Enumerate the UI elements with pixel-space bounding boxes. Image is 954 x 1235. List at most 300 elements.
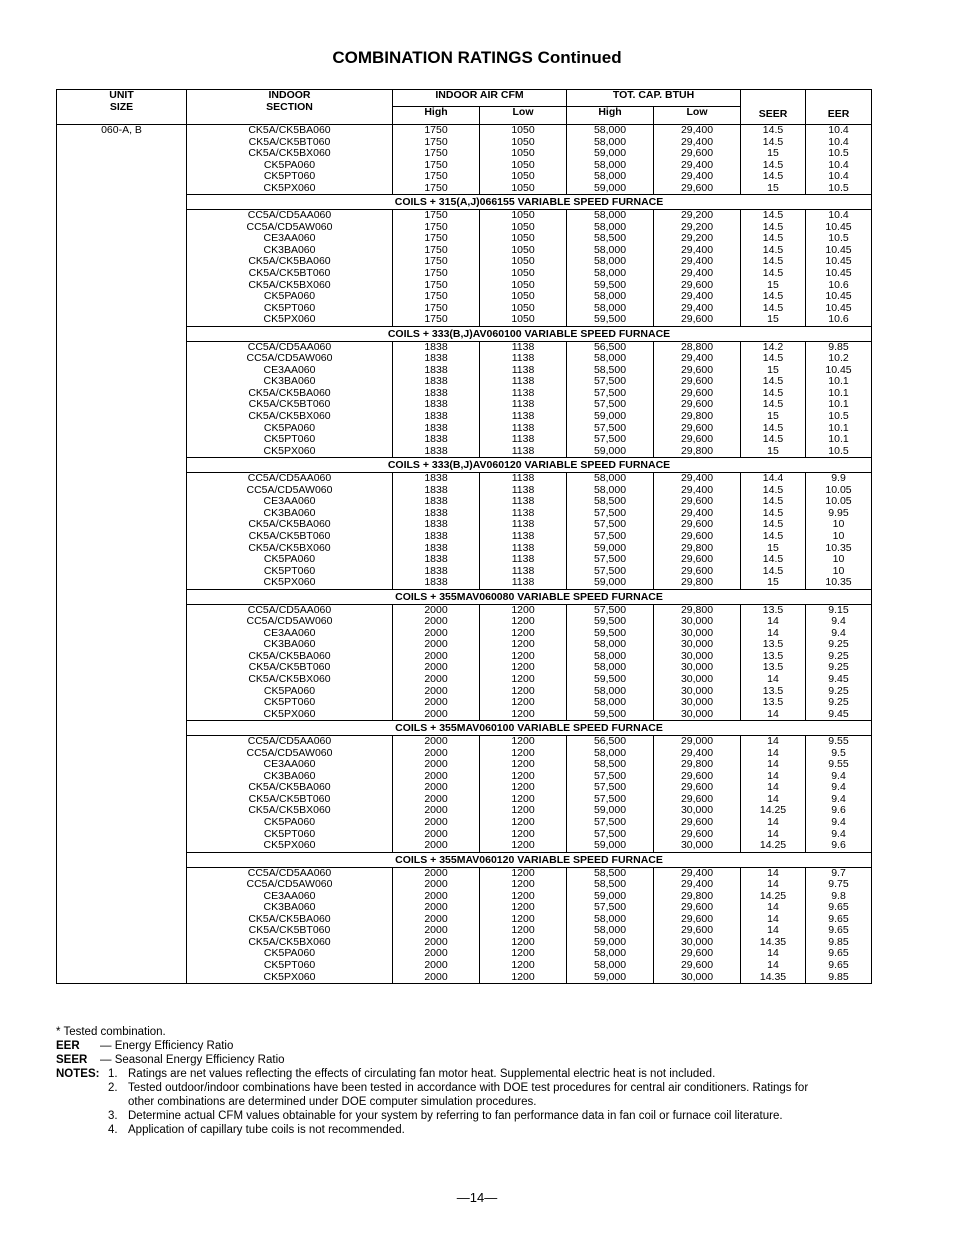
tested-combination-note: * Tested combination. [56,1026,166,1038]
note-item [56,1067,886,1081]
table-cell-value: 58,000 [593,158,627,171]
table-cell-value: 58,000 [593,124,627,136]
cfm-high-cell [393,473,480,589]
table-cell-value: 10.45 [825,220,852,233]
table-cell-value: 58,000 [593,243,627,256]
table-cell-value: 10.4 [828,158,849,171]
table-cell-value: 58,000 [593,959,627,971]
table-cell-value: 1838 [424,506,448,519]
table-cell-value: 14.5 [762,290,784,303]
table-cell-value: 2000 [424,901,448,914]
unit-size-cell: 060-A, B [57,125,187,984]
table-cell-value: 9.65 [828,959,849,971]
table-cell-value: CK3BA060 [263,243,316,256]
seer-cell [741,604,806,720]
table-cell-value: 29,600 [680,959,714,971]
table-cell-value: 2000 [424,735,448,748]
table-cell-value: 9.55 [828,758,849,771]
table-cell-value: 2000 [424,867,448,879]
table-cell-value: 9.85 [828,970,849,983]
btuh-high-cell [567,210,654,326]
table-cell-value: CC5A/CD5AW060 [246,615,333,628]
notes-label: NOTES: [56,1068,100,1080]
table-cell-value: 15 [767,313,779,326]
table-cell-value: 29,800 [680,889,714,902]
table-cell-value: 2000 [424,638,448,651]
table-cell-value: 15 [767,363,779,376]
table-cell-value: 58,000 [593,684,627,697]
table-cell-value: CK5PA060 [263,553,316,566]
table-cell-value: 2000 [424,615,448,628]
btuh-high-cell [567,867,654,983]
table-cell-value: 2000 [424,912,448,925]
eer-cell [806,341,872,457]
table-cell-value: 29,600 [680,181,714,194]
cfm-high-cell [393,341,480,457]
table-cell-value: 57,500 [593,901,627,914]
table-cell-value: CK5A/CK5BA060 [248,124,331,136]
table-cell-value: 9.25 [828,684,849,697]
table-cell-value: 1138 [511,433,535,446]
table-cell-value: 56,500 [593,735,627,748]
table-cell-value: 29,400 [680,135,714,148]
table-cell-value: 14.5 [762,518,784,531]
table-cell-value: CK3BA060 [263,769,316,782]
header-unit-size-line2: SIZE [109,100,134,113]
table-cell-value: CK5A/CK5BX060 [248,410,331,423]
table-cell-value: 1838 [424,363,448,376]
table-cell-value: 15 [767,541,779,554]
table-cell-value: 14.5 [762,267,784,280]
table-cell-value: 1138 [511,472,535,485]
table-cell-value: CK5PT060 [263,959,316,971]
table-cell-value: 59,000 [593,181,627,194]
table-cell-value: CC5A/CD5AA060 [247,472,332,485]
note-item [56,1109,886,1123]
table-cell-value: 59,000 [593,839,627,852]
table-cell-value: 14 [767,615,779,628]
table-cell-value: 29,800 [680,410,714,423]
table-cell-value: 2000 [424,935,448,948]
note-number: 1. [108,1068,118,1080]
table-cell-value: 59,000 [593,889,627,902]
eer-cell [806,125,872,195]
table-cell-value: CE3AA060 [263,889,316,902]
indoor-section-cell [187,736,393,852]
table-cell-value: CE3AA060 [263,626,316,639]
header-unit-size [57,90,187,125]
table-cell-value: 14.5 [762,506,784,519]
table-cell-value: 59,500 [593,615,627,628]
table-cell-value: 14 [767,912,779,925]
section-heading: COILS + 355MAV060100 VARIABLE SPEED FURNACE [187,721,872,736]
table-cell-value: 9.45 [828,707,849,720]
table-cell-value: 1200 [511,604,535,616]
table-cell-value: 57,500 [593,769,627,782]
table-cell-value: CK5PT060 [263,564,316,577]
table-cell-value: 30,000 [680,970,714,983]
table-cell-value: 14.25 [759,804,787,817]
table-cell-value: 1200 [511,735,535,748]
table-cell-value: 1750 [424,232,448,245]
cfm-low-cell [480,210,567,326]
table-cell-value: 1138 [511,363,535,376]
table-cell-value: 1200 [511,746,535,759]
table-cell-value: 1050 [511,290,535,303]
table-cell-value: CK5PA060 [263,290,316,303]
table-cell-value: 29,600 [680,769,714,782]
table-cell-value: 58,000 [593,209,627,222]
table-cell-value: 10.4 [828,135,849,148]
table-cell-value: 29,200 [680,220,714,233]
table-cell-value: 59,000 [593,935,627,948]
btuh-low-cell [654,125,741,195]
table-cell-value: 58,000 [593,255,627,268]
table-cell-value: 1750 [424,220,448,233]
table-cell-value: CK5A/CK5BA060 [248,649,331,662]
table-cell-value: 2000 [424,626,448,639]
table-cell-value: 10.6 [828,313,849,326]
table-cell-value: 29,800 [680,541,714,554]
table-cell-value: 29,600 [680,495,714,508]
table-cell-value: 1750 [424,147,448,160]
table-cell-value: 1138 [511,375,535,388]
table-cell-value: 30,000 [680,615,714,628]
table-cell-value: 1838 [424,518,448,531]
table-cell-value: 1138 [511,421,535,434]
table-cell-value: 10.45 [825,363,852,376]
table-cell-value: 10.6 [828,278,849,291]
table-cell-value: 29,600 [680,147,714,160]
table-cell-value: CC5A/CD5AA060 [247,735,332,748]
table-cell-value: 13.5 [762,684,784,697]
table-cell-value: 10.5 [828,410,849,423]
table-cell-value: 10.2 [828,352,849,365]
table-cell-value: 13.5 [762,696,784,709]
table-cell-value: 59,500 [593,278,627,291]
table-cell-value: 1050 [511,158,535,171]
table-cell-value: CC5A/CD5AA060 [247,867,332,879]
seer-cell [741,210,806,326]
table-cell-value: 9.85 [828,341,849,353]
cfm-high-cell [393,604,480,720]
table-cell-value: CE3AA060 [263,363,316,376]
seer-cell [741,867,806,983]
table-cell-value: 29,400 [680,878,714,891]
table-cell-value: 1838 [424,495,448,508]
table-cell-value: 1750 [424,124,448,136]
table-cell-value: 10.1 [828,375,849,388]
table-cell-value: 57,500 [593,827,627,840]
table-cell-value: 1050 [511,170,535,183]
header-indoor-section-line1: INDOOR [268,89,311,101]
table-cell-value: 58,000 [593,352,627,365]
table-cell-value: 9.25 [828,661,849,674]
table-cell-value: 10.35 [825,576,852,589]
table-cell-value: 14 [767,758,779,771]
table-cell-value: 14 [767,924,779,937]
table-cell-value: 14.5 [762,375,784,388]
table-cell-value: 1750 [424,278,448,291]
cfm-low-cell [480,604,567,720]
table-cell-value: 14.5 [762,398,784,411]
eer-label: EER [56,1040,80,1052]
table-cell-value: 2000 [424,970,448,983]
table-cell-value: 59,000 [593,444,627,457]
table-cell-value: 9.25 [828,696,849,709]
btuh-low-cell [654,210,741,326]
table-cell-value: 2000 [424,696,448,709]
table-cell-value: 15 [767,278,779,291]
table-cell-value: 58,000 [593,638,627,651]
table-cell-value: CK5PX060 [263,576,316,589]
note-text-cont: other combinations are determined under DOE computer simulation procedures. [128,1096,537,1108]
table-cell-value: CK5A/CK5BX060 [248,278,331,291]
eer-definition [56,1039,886,1053]
table-cell-value: 1138 [511,541,535,554]
table-cell-value: 58,000 [593,947,627,960]
btuh-low-cell [654,867,741,983]
table-cell-value: 1200 [511,935,535,948]
table-cell-value: 57,500 [593,518,627,531]
table-cell-value: 1750 [424,135,448,148]
table-cell-value: 9.85 [828,935,849,948]
indoor-section-cell [187,341,393,457]
cfm-high-cell [393,125,480,195]
table-cell-value: 57,500 [593,386,627,399]
table-cell-value: 2000 [424,959,448,971]
table-cell-value: CK5PX060 [263,970,316,983]
table-cell-value: 14.35 [759,935,787,948]
table-cell-value: 1050 [511,220,535,233]
table-cell-value: 30,000 [680,672,714,685]
table-cell-value: 57,500 [593,375,627,388]
table-cell-value: CK5PX060 [263,707,316,720]
table-cell-value: 59,000 [593,804,627,817]
table-cell-value: 57,500 [593,553,627,566]
table-cell-value: 1138 [511,564,535,577]
table-cell-value: 58,500 [593,867,627,879]
header-tot-cap-btuh: TOT. CAP. BTUH [567,90,741,107]
table-cell-value: 1200 [511,878,535,891]
table-cell-value: 14.5 [762,158,784,171]
section-heading: COILS + 333(B,J)AV060100 VARIABLE SPEED FURNACE [187,326,872,341]
table-cell-value: 9.25 [828,649,849,662]
note-text: Application of capillary tube coils is not recommended. [128,1124,405,1136]
table-cell-value: 14.5 [762,124,784,136]
table-cell-value: 29,600 [680,912,714,925]
table-cell-value: 2000 [424,684,448,697]
table-cell-value: 30,000 [680,649,714,662]
table-cell-value: 56,500 [593,341,627,353]
table-cell-value: 57,500 [593,792,627,805]
table-cell-value: CK5PA060 [263,947,316,960]
table-cell-value: 58,500 [593,878,627,891]
table-cell-value: 58,000 [593,746,627,759]
table-cell-value: 29,400 [680,290,714,303]
table-cell-value: 59,000 [593,970,627,983]
table-cell-value: 29,400 [680,243,714,256]
table-cell-value: 9.75 [828,878,849,891]
table-cell-value: 29,600 [680,529,714,542]
table-cell-value: 58,000 [593,912,627,925]
table-cell-value: 1750 [424,158,448,171]
notes-list [56,1067,886,1137]
table-cell-value: 29,600 [680,901,714,914]
btuh-low-cell [654,736,741,852]
combination-ratings-table [56,89,872,984]
eer-cell [806,210,872,326]
table-cell-value: 29,600 [680,815,714,828]
table-cell-value: 1138 [511,341,535,353]
seer-cell [741,473,806,589]
table-cell-value: 58,000 [593,483,627,496]
table-cell-value: 1838 [424,483,448,496]
table-cell-value: 30,000 [680,661,714,674]
indoor-section-cell [187,210,393,326]
table-cell-value: 29,000 [680,735,714,748]
table-cell-value: CK5PX060 [263,181,316,194]
table-cell-value: 29,400 [680,301,714,314]
table-cell-value: 15 [767,444,779,457]
table-cell-value: 59,500 [593,313,627,326]
table-cell-value: 58,000 [593,220,627,233]
table-cell-value: 1138 [511,553,535,566]
table-cell-value: 1750 [424,255,448,268]
table-cell-value: 1838 [424,386,448,399]
table-cell-value: 10.45 [825,255,852,268]
table-cell-value: 2000 [424,769,448,782]
page-title: COMBINATION RATINGS Continued [332,48,622,67]
table-cell-value: 58,500 [593,495,627,508]
table-cell-value: 29,600 [680,564,714,577]
table-cell-value: 1050 [511,181,535,194]
table-cell-value: 57,500 [593,781,627,794]
table-cell-value: 30,000 [680,626,714,639]
table-cell-value: CK5A/CK5BX060 [248,804,331,817]
btuh-high-cell [567,341,654,457]
table-cell-value: 2000 [424,661,448,674]
table-cell-value: 2000 [424,758,448,771]
seer-definition [56,1053,886,1067]
table-cell-value: 29,600 [680,924,714,937]
eer-text: — Energy Efficiency Ratio [100,1040,234,1052]
table-cell-value: 10 [832,553,845,566]
table-cell-value: 2000 [424,878,448,891]
table-cell-value: 1200 [511,959,535,971]
table-cell-value: 29,600 [680,781,714,794]
table-cell-value: 1838 [424,553,448,566]
table-cell-value: 10.4 [828,170,849,183]
table-cell-value: 59,500 [593,672,627,685]
table-cell-value: 14.2 [762,341,784,353]
table-cell-value: 58,000 [593,472,627,485]
table-cell-value: 1200 [511,781,535,794]
table-cell-value: 10 [832,564,845,577]
table-cell-value: CK5A/CK5BA060 [248,781,331,794]
table-cell-value: 14.5 [762,232,784,245]
table-cell-value: 58,000 [593,924,627,937]
table-cell-value: 14.5 [762,495,784,508]
table-cell-value: 1200 [511,901,535,914]
table-cell-value: 59,500 [593,707,627,720]
seer-text: — Seasonal Energy Efficiency Ratio [100,1054,285,1066]
table-cell-value: 9.6 [831,804,846,817]
cfm-low-cell [480,341,567,457]
btuh-high-cell [567,125,654,195]
table-cell-value: 29,600 [680,398,714,411]
table-cell-value: 58,500 [593,758,627,771]
table-cell-value: 10.5 [828,444,849,457]
table-cell-value: 1138 [511,529,535,542]
table-cell-value: 29,400 [680,746,714,759]
table-cell-value: CK5PT060 [263,170,316,183]
table-cell-value: CK3BA060 [263,901,316,914]
table-cell-value: 10.5 [828,232,849,245]
table-cell-value: 1138 [511,398,535,411]
table-cell-value: 57,500 [593,604,627,616]
table-cell-value: 29,600 [680,518,714,531]
table-cell-value: 1750 [424,243,448,256]
table-cell-value: 1138 [511,410,535,423]
table-cell-value: CK5A/CK5BX060 [248,672,331,685]
table-cell-value: 59,000 [593,410,627,423]
table-cell-value: CC5A/CD5AW060 [246,220,333,233]
table-cell-value: 1750 [424,301,448,314]
table-cell-value: 2000 [424,672,448,685]
table-cell-value: 1200 [511,867,535,879]
table-cell-value: 9.8 [831,889,846,902]
table-cell-value: 58,500 [593,363,627,376]
cfm-high-cell [393,867,480,983]
table-cell-value: CC5A/CD5AW060 [246,352,333,365]
table-cell-value: CK5PA060 [263,158,316,171]
table-cell-value: 13.5 [762,661,784,674]
table-cell-value: 10.45 [825,301,852,314]
table-cell-value: 13.5 [762,649,784,662]
table-cell-value: 2000 [424,604,448,616]
table-cell-value: CK5A/CK5BX060 [248,935,331,948]
table-cell-value: 13.5 [762,604,784,616]
table-cell-value: CK5A/CK5BT060 [248,267,331,280]
table-cell-value: 10.5 [828,147,849,160]
table-cell-value: 14.4 [762,472,784,485]
table-cell-value: 58,500 [593,232,627,245]
table-cell-value: 1050 [511,255,535,268]
table-cell-value: 2000 [424,649,448,662]
table-cell-value: 29,600 [680,792,714,805]
table-cell-value: 14 [767,735,779,748]
table-cell-value: 14.35 [759,970,787,983]
table-cell-value: 10 [832,518,845,531]
table-cell-value: CC5A/CD5AA060 [247,209,332,222]
table-cell-value: 1200 [511,661,535,674]
table-cell-value: 14 [767,901,779,914]
table-cell-value: 15 [767,181,779,194]
note-item [56,1081,886,1109]
table-cell-value: 28,800 [680,341,714,353]
seer-cell [741,736,806,852]
table-cell-value: 10.1 [828,398,849,411]
table-cell-value: 57,500 [593,433,627,446]
table-cell-value: 59,000 [593,541,627,554]
table-cell-value: 14 [767,672,779,685]
table-cell-value: 1050 [511,147,535,160]
table-cell-value: 9.25 [828,638,849,651]
table-cell-value: 1200 [511,970,535,983]
header-cfm-high: High [393,107,480,125]
table-cell-value: 1138 [511,506,535,519]
